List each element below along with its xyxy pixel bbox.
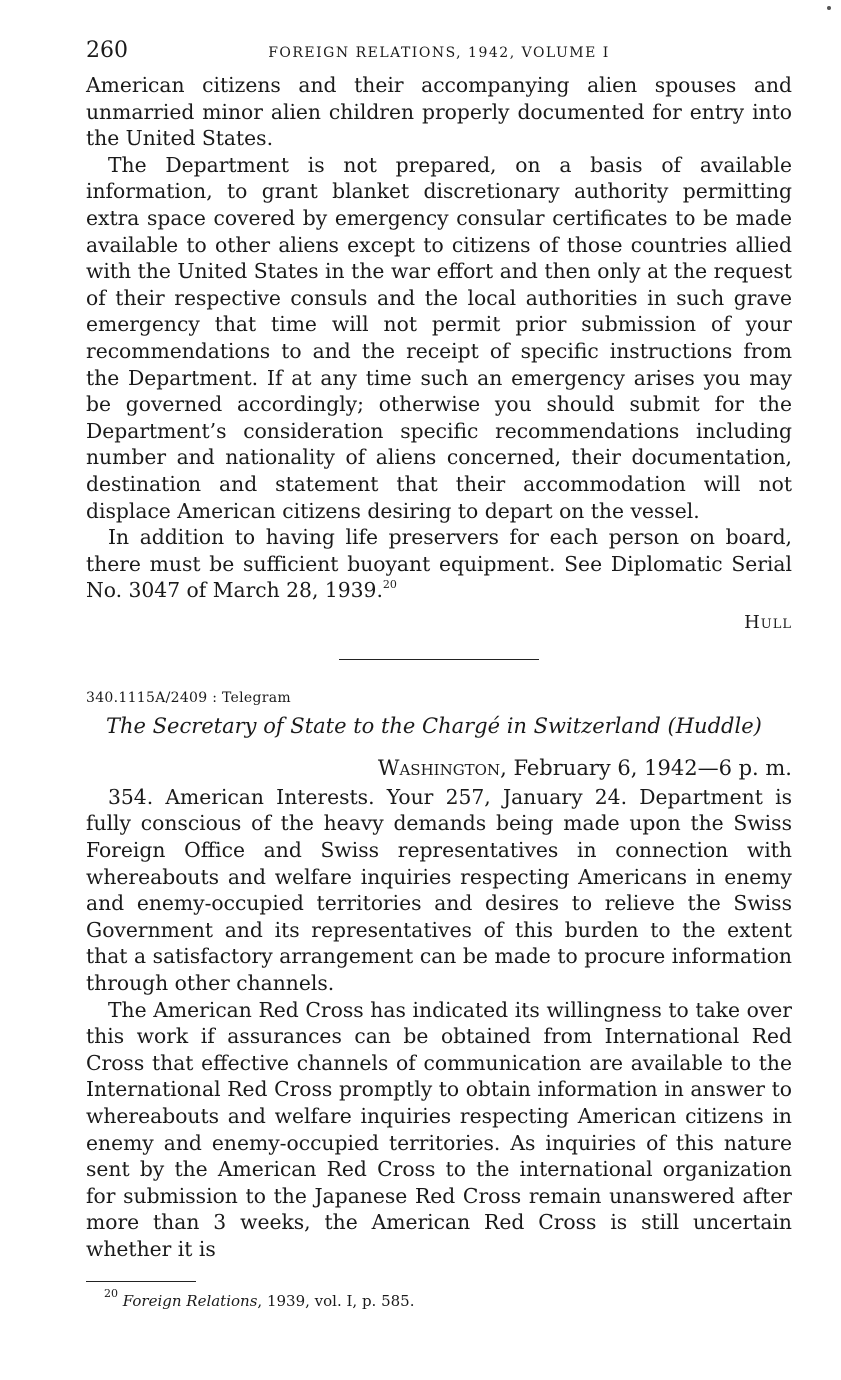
footnote-title: Foreign Relations — [122, 1291, 258, 1310]
page-header — [86, 38, 792, 72]
footnote-reference[interactable]: 20 — [382, 578, 397, 592]
life-preservers-text: In addition to having life preservers for each person on board, there must be sufficient buoyant equipment. See Diplomatic Serial No. 3047 of March 28, 1939. — [86, 525, 792, 603]
paragraph-american-interests: 354. American Interests. Your 257, January 24. Department is fully conscious of the heavy demands being made upon the Swiss Foreign Office and Swiss representatives in connection with whereabouts and welfare inquiries respecting Americans in enemy and enemy-occupied territories and desires to relieve the Swiss Government and its representatives of this burden to the extent that a satisfactory arrangement can be made to procure information through other channels. — [86, 784, 792, 996]
document-title: The Secretary of State to the Chargé in Switzerland (Huddle) — [106, 713, 762, 738]
running-head: FOREIGN RELATIONS, 1942, VOLUME I — [268, 45, 610, 61]
dateline — [86, 756, 792, 780]
section-divider — [339, 659, 539, 660]
signature-hull: Hull — [744, 611, 792, 633]
paragraph-continued: American citizens and their accompanying alien spouses and unmarried minor alien children properly documented for entry into the United States. — [86, 73, 792, 151]
dateline-date: , February 6, 1942—6 p. m. — [500, 755, 792, 780]
paragraph-life-preservers — [86, 524, 792, 604]
dateline-place: Washington — [377, 755, 501, 780]
footnote — [104, 1286, 792, 1310]
paragraph-red-cross: The American Red Cross has indicated its willingness to take over this work if assurances can be obtained from International Red Cross that effective channels of communication are available to the International Red Cross promptly to obtain information in answer to whereabouts and welfare inquiries respecting American citizens in enemy and enemy-occupied territories. As inquiries of this nature sent by the American Red Cross to the international organization for submission to the Japanese Red Cross remain unanswered after more than 3 weeks, the American Red Cross is still uncertain whether it is — [86, 997, 792, 1261]
paragraph-discretionary-authority: The Department is not prepared, on a basis of available information, to grant blanket discretionary authority permitting extra space covered by emergency consular certificates to be made available to other aliens except to citizens of those countries allied with the United States in the war effort and then only at the request of their respective consuls and the local authorities in such grave emergency that time will not permit prior submission of your recommendations to and the receipt of specific instructions from the Department. If at any time such an emergency arises you may be governed accordingly; otherwise you should submit for the Department’s consideration specific recommendations including number and nationality of aliens concerned, their documentation, destination and statement that their accommodation will not displace American citizens desiring to depart on the vessel. — [86, 152, 792, 523]
document-page — [86, 38, 792, 1310]
footnote-divider — [86, 1281, 196, 1282]
footnote-mark: 20 — [104, 1286, 118, 1300]
file-reference: 340.1115A/2409 : Telegram — [86, 689, 291, 706]
page-number: 260 — [86, 38, 128, 63]
footnote-citation: , 1939, vol. I, p. 585. — [257, 1291, 415, 1310]
page-edge-mark — [827, 6, 831, 10]
